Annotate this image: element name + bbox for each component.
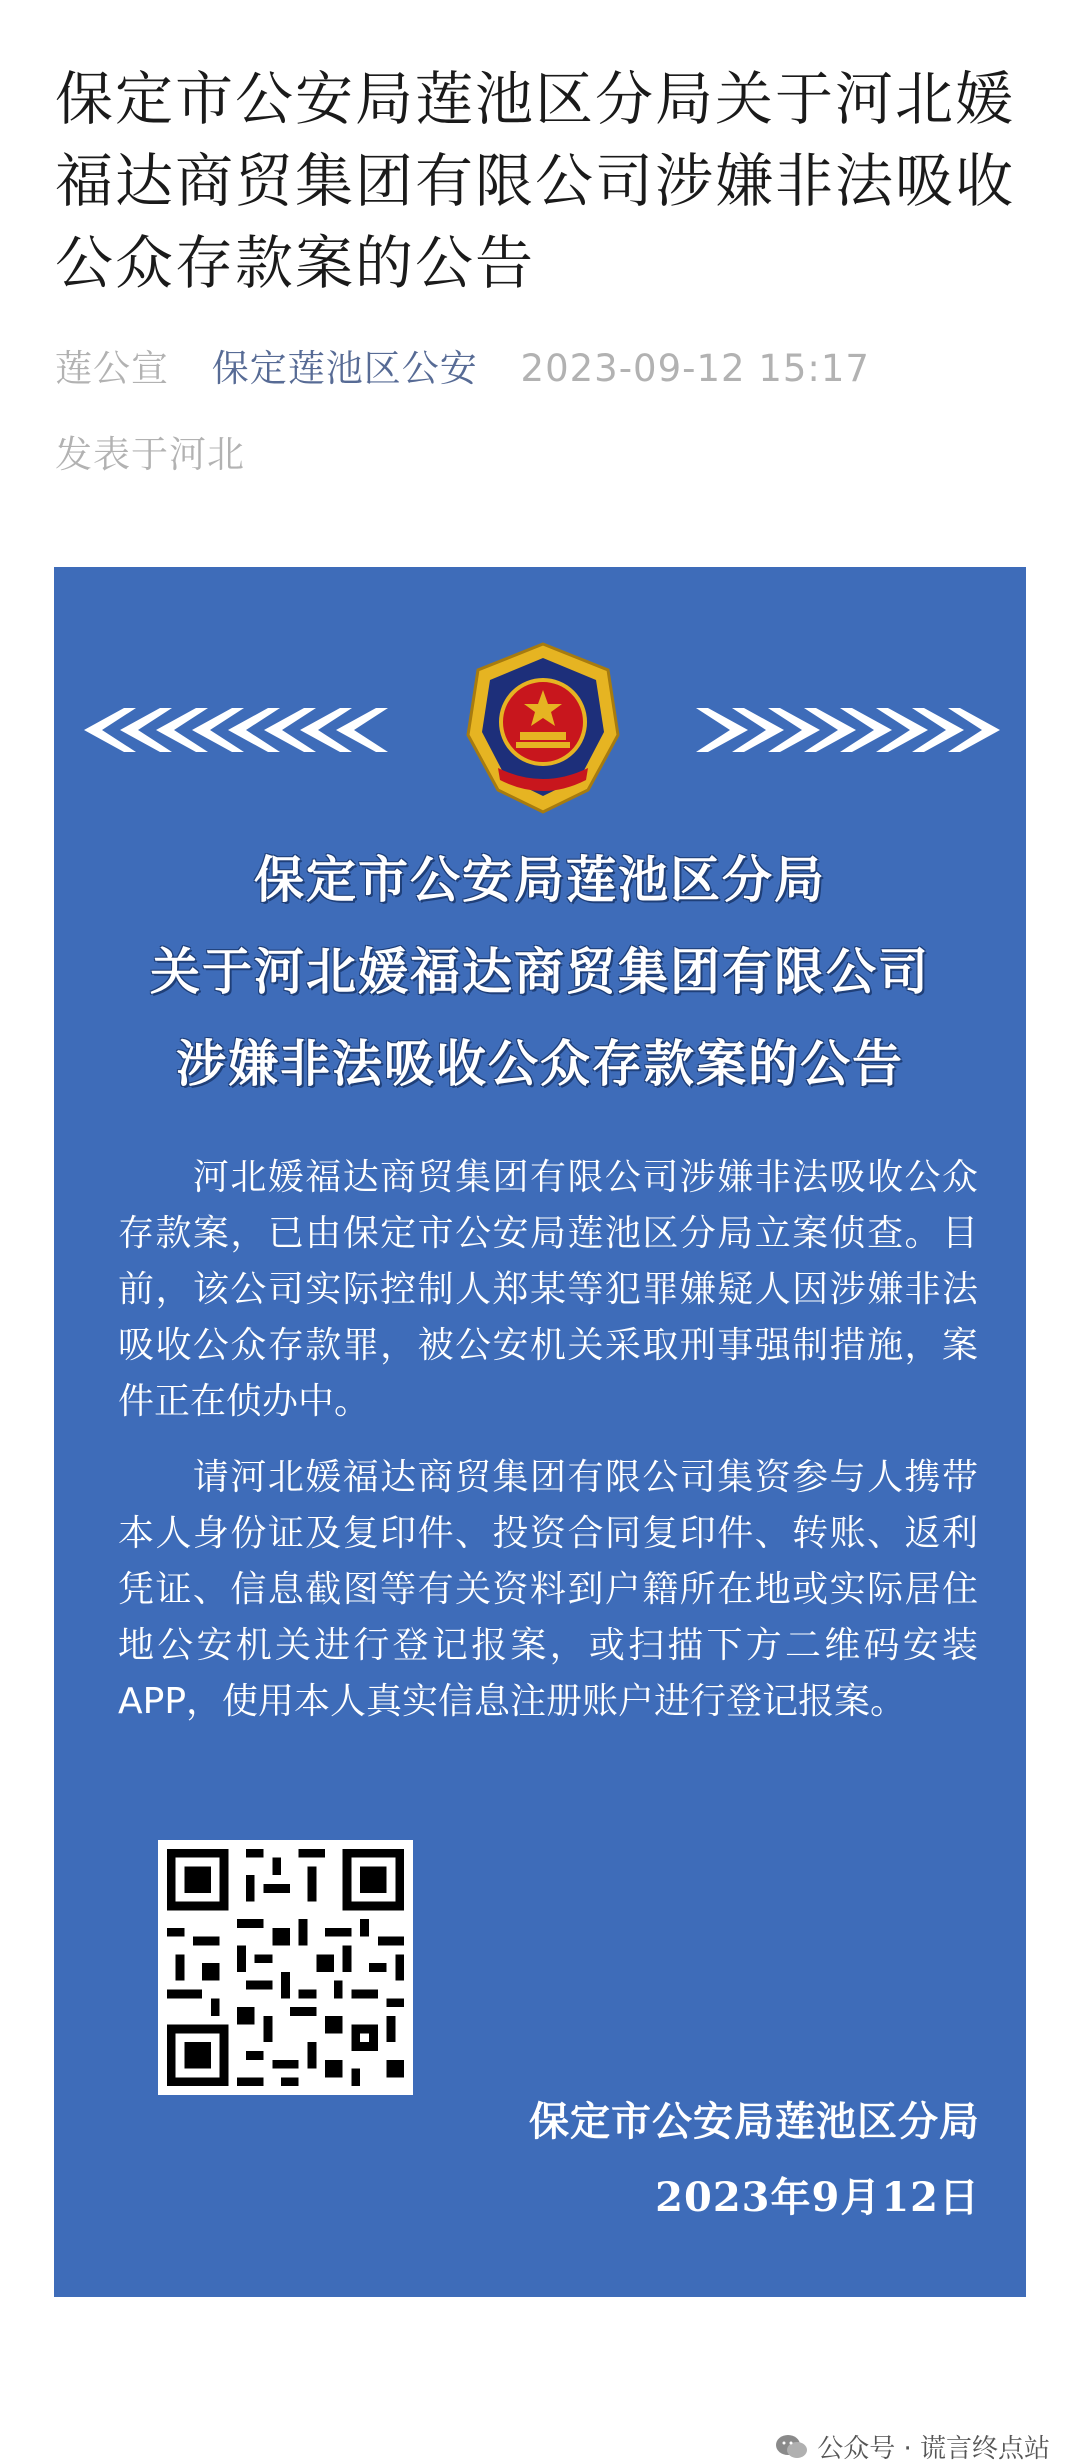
notice-heading-line-1: 保定市公安局莲池区分局 xyxy=(254,850,826,909)
wechat-icon xyxy=(775,2433,809,2461)
right-wing-ornament xyxy=(670,700,1000,760)
notice-date: 2023年9月12日 xyxy=(655,2174,980,2221)
qr-code-image[interactable] xyxy=(158,1840,413,2095)
notice-heading-line-3: 涉嫌非法吸收公众存款案的公告 xyxy=(176,1034,904,1093)
article-title: 保定市公安局莲池区分局关于河北媛福达商贸集团有限公司涉嫌非法吸收公众存款案的公告 xyxy=(55,65,1016,297)
watermark-text: 公众号 · 谎言终点站 xyxy=(817,2434,1050,2463)
notice-paragraph-2: 请河北媛福达商贸集团有限公司集资参与人携带本人身份证及复印件、投资合同复印件、转账、返利凭证、信息截图等有关资料到户籍所在地或实际居住地公安机关进行登记报案，或扫描下方二维码安装APP，使用本人真实信息注册账户进行登记报案。 xyxy=(118,1457,978,1722)
notice-heading-line-2: 关于河北媛福达商贸集团有限公司 xyxy=(150,942,930,1001)
notice-paragraph-1: 河北媛福达商贸集团有限公司涉嫌非法吸收公众存款案，已由保定市公安局莲池区分局立案侦查。目前，该公司实际控制人郑某等犯罪嫌疑人因涉嫌非法吸收公众存款罪，被公安机关采取刑事强制措施，案件正在侦办中。 xyxy=(118,1157,978,1422)
police-emblem-icon xyxy=(458,640,628,815)
notice-signature: 保定市公安局莲池区分局 xyxy=(529,2098,980,2145)
watermark xyxy=(775,2428,1050,2463)
article-meta xyxy=(55,338,870,392)
account-link[interactable]: 保定莲池区公安 xyxy=(211,347,478,390)
author-name: 莲公宣 xyxy=(55,347,169,390)
publish-location: 发表于河北 xyxy=(55,433,245,476)
left-wing-ornament xyxy=(84,700,414,760)
publish-datetime: 2023-09-12 15:17 xyxy=(520,347,870,390)
